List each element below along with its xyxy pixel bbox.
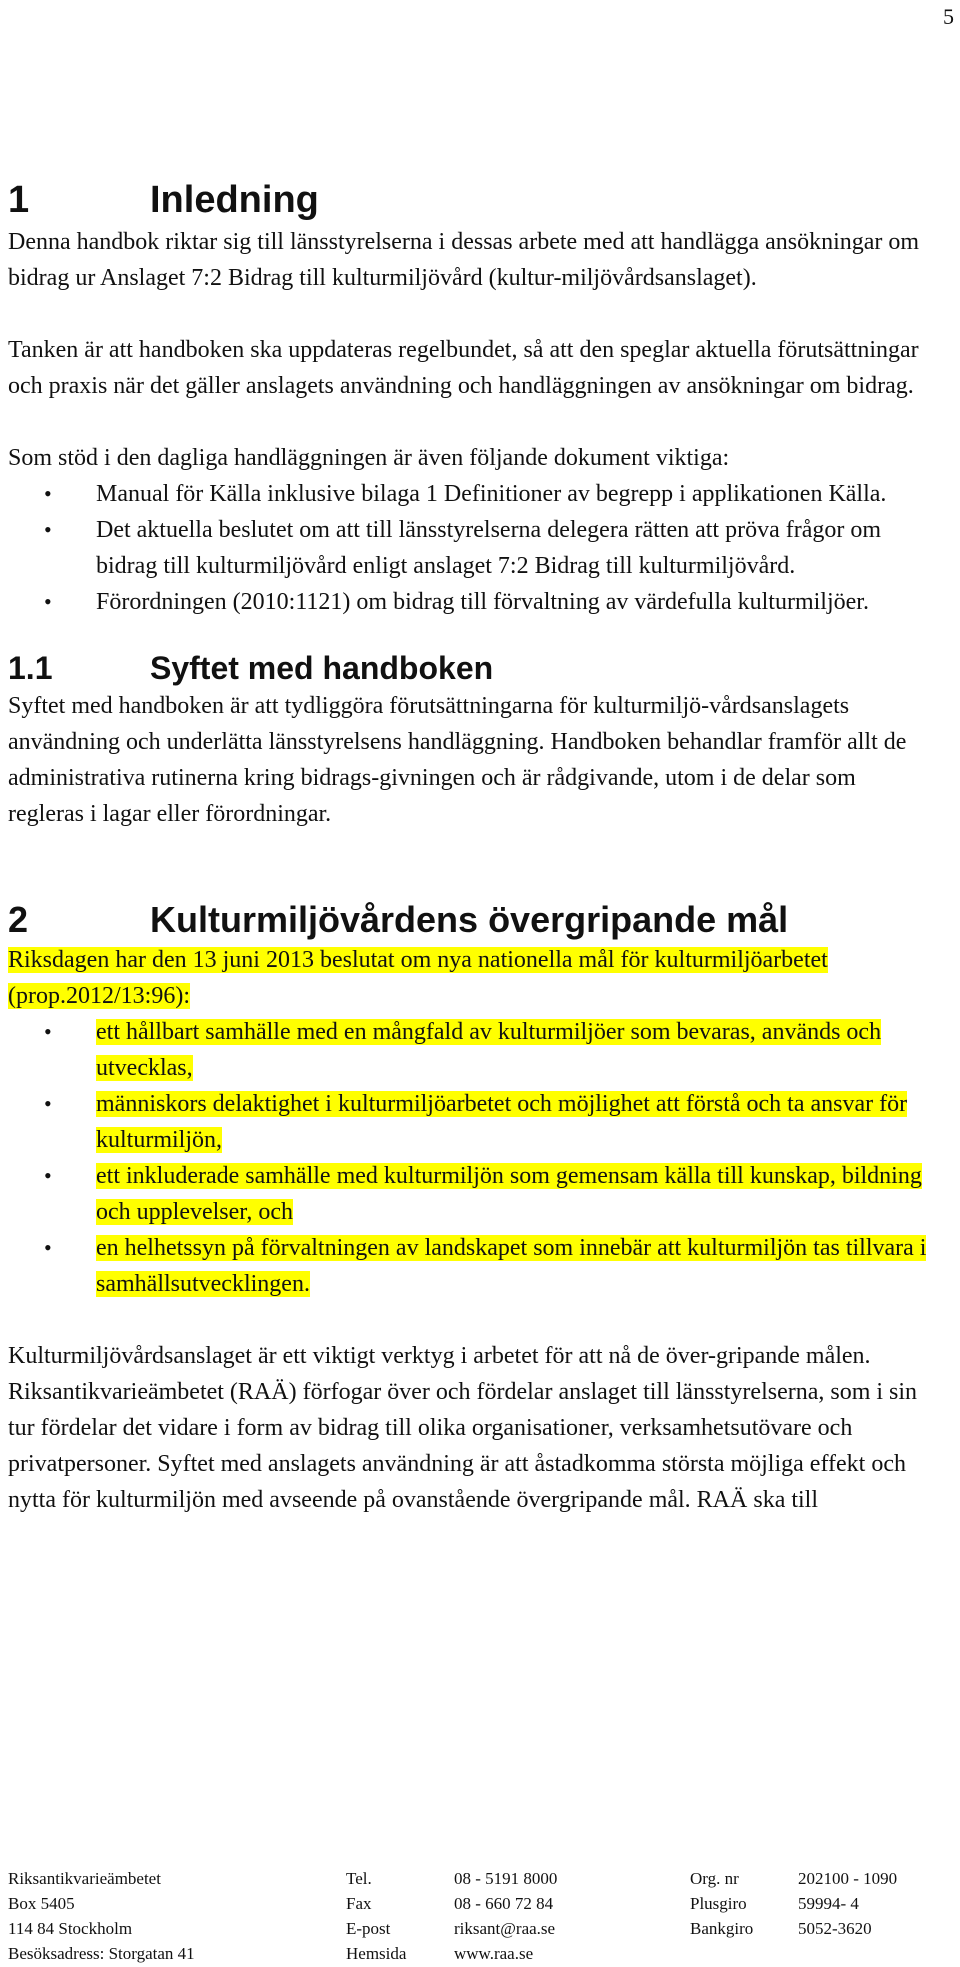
section-1-heading xyxy=(8,176,928,224)
list-item: • Manual för Källa inklusive bilaga 1 Definitioner av begrepp i applikationen Källa. xyxy=(8,476,928,512)
list-item: • Det aktuella beslutet om att till länsstyrelserna delegera rätten att pröva frågor om bidrag till kulturmiljövård enligt anslaget 7:2 Bidrag till kulturmiljövård. xyxy=(8,512,928,584)
footer-row: 114 84 Stockholm E-post riksant@raa.se Bankgiro 5052-3620 xyxy=(8,1916,938,1941)
list-item: • ett hållbart samhälle med en mångfald av kulturmiljöer som bevaras, används och utvecklas, xyxy=(8,1014,928,1086)
bullet-icon: • xyxy=(44,1019,52,1044)
list-item: • ett inkluderade samhälle med kulturmiljön som gemensam källa till kunskap, bildning och upplevelser, och xyxy=(8,1158,928,1230)
page-footer xyxy=(8,1866,938,1966)
highlighted-paragraph: Riksdagen har den 13 juni 2013 beslutat om nya nationella mål för kulturmiljöarbetet (prop.2012/13:96): xyxy=(8,947,828,1009)
list-item: • en helhetssyn på förvaltningen av landskapet som innebär att kulturmiljön tas tillvara i samhällsutvecklingen. xyxy=(8,1230,928,1302)
footer-row: Box 5405 Fax 08 - 660 72 84 Plusgiro 59994- 4 xyxy=(8,1894,859,1913)
footer-row: Besöksadress: Storgatan 41 Hemsida www.raa.se xyxy=(8,1941,938,1966)
page-body xyxy=(8,176,928,1518)
document-list xyxy=(8,476,928,620)
paragraph: Kulturmiljövårdsanslaget är ett viktigt verktyg i arbetet för att nå de över-gripande målen. Riksantikvarieämbetet (RAÄ) förfogar över och fördelar anslaget till länsstyrelserna, som i sin tur fördelar det vidare i form av bidrag till olika organisationer, verksamhetsutövare och privatpersoner. Syftet med anslagets användning är att åstadkomma största möjliga effekt och nytta för kulturmiljön med avseende på ovanstående övergripande mål. RAÄ ska till xyxy=(8,1343,918,1513)
list-item: • människors delaktighet i kulturmiljöarbetet och möjlighet att förstå och ta ansvar för kulturmiljön, xyxy=(8,1086,928,1158)
bullet-icon: • xyxy=(44,1091,52,1116)
website-link[interactable]: www.raa.se xyxy=(454,1944,534,1963)
section-number: 1.1 xyxy=(8,650,53,686)
paragraph: Som stöd i den dagliga handläggningen är även följande dokument viktiga: xyxy=(8,445,730,471)
section-title: Syftet med handboken xyxy=(150,650,494,686)
footer-row: Riksantikvarieämbetet Tel. 08 - 5191 8000 Org. nr 202100 - 1090 xyxy=(8,1869,898,1888)
bullet-icon: • xyxy=(44,589,52,614)
bullet-icon: • xyxy=(44,517,52,542)
section-number: 1 xyxy=(8,179,30,221)
bullet-icon: • xyxy=(44,1235,52,1260)
paragraph: Tanken är att handboken ska uppdateras regelbundet, så att den speglar aktuella förutsättningar och praxis när det gäller anslagets användning och handläggningen av ansökningar om bidrag. xyxy=(8,337,919,399)
goal-list xyxy=(8,1014,928,1302)
section-number: 2 xyxy=(8,899,29,940)
section-title: Kulturmiljövårdens övergripande mål xyxy=(150,899,789,940)
bullet-icon: • xyxy=(44,481,52,506)
bullet-icon: • xyxy=(44,1163,52,1188)
paragraph: Syftet med handboken är att tydliggöra förutsättningarna för kulturmiljö-vårdsanslagets användning och underlätta länsstyrelsens handläggning. Handboken behandlar framför allt de administrativa rutinerna kring bidrags-givningen och är rådgivande, utom i de delar som regleras i lagar eller förordningar. xyxy=(8,693,907,827)
email-link[interactable]: riksant@raa.se xyxy=(454,1919,556,1938)
section-2-heading xyxy=(8,898,928,942)
paragraph: Denna handbok riktar sig till länsstyrelserna i dessas arbete med att handlägga ansökningar om bidrag ur Anslaget 7:2 Bidrag till kulturmiljövård (kultur-miljövårdsanslaget). xyxy=(8,229,920,291)
list-item: • Förordningen (2010:1121) om bidrag till förvaltning av värdefulla kulturmiljöer. xyxy=(8,584,928,620)
section-title: Inledning xyxy=(150,179,319,221)
page-number: 5 xyxy=(943,4,954,29)
section-1-1-heading xyxy=(8,648,928,688)
